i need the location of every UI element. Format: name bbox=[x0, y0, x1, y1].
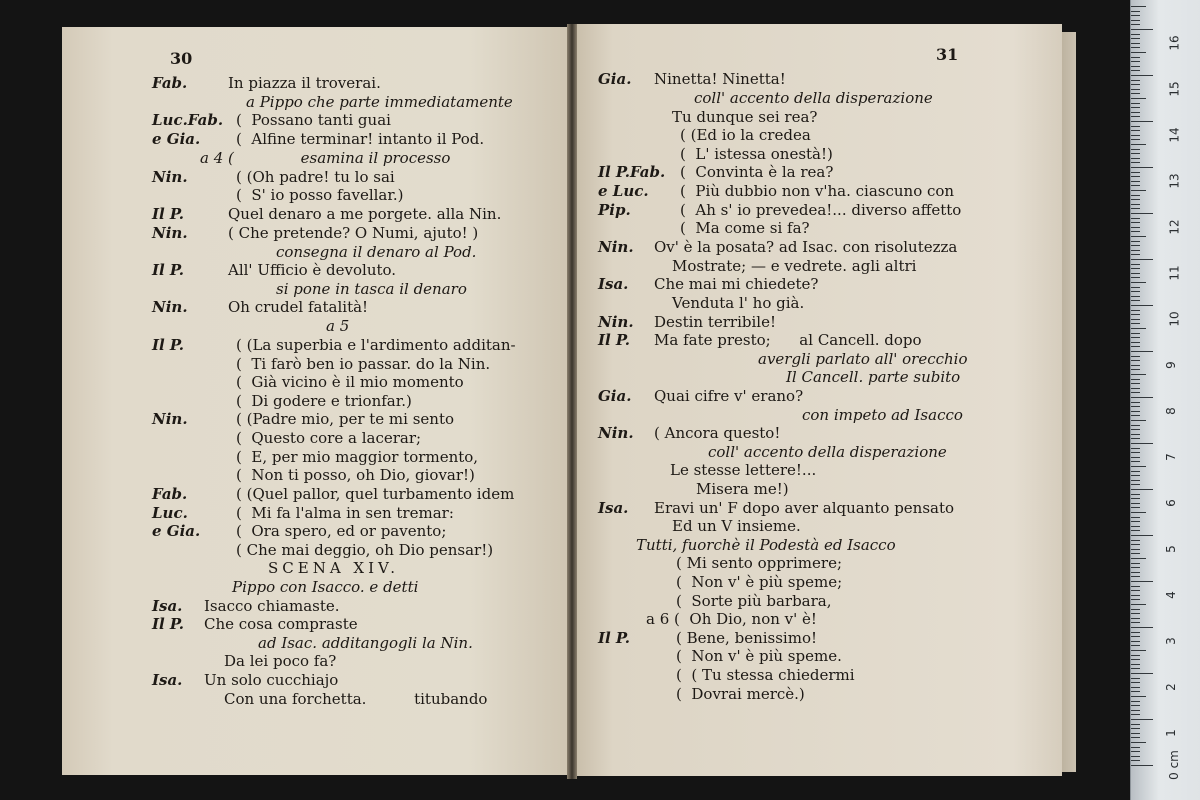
verse-line: ( Non v' è più speme. bbox=[676, 647, 842, 665]
ruler-tick bbox=[1131, 89, 1140, 90]
ruler-tick bbox=[1131, 162, 1140, 163]
ruler-tick bbox=[1131, 259, 1153, 260]
speaker-label: Gia. bbox=[598, 387, 632, 405]
ruler-tick bbox=[1131, 751, 1140, 752]
ruler-number: 3 bbox=[1163, 637, 1178, 645]
verse-line: Un solo cucchiajo bbox=[204, 671, 339, 689]
ruler-number: 14 bbox=[1167, 127, 1182, 143]
ruler-tick bbox=[1131, 379, 1140, 380]
speaker-label: Il P.Fab. bbox=[598, 163, 666, 181]
ruler-tick bbox=[1131, 222, 1140, 223]
ruler-tick bbox=[1131, 333, 1140, 334]
stage-direction: si pone in tasca il denaro bbox=[276, 280, 467, 298]
speaker-label: e Gia. bbox=[152, 130, 201, 148]
ruler-tick bbox=[1131, 411, 1140, 412]
ruler-tick bbox=[1131, 540, 1140, 541]
ruler-tick bbox=[1131, 287, 1140, 288]
ruler-tick bbox=[1131, 406, 1140, 407]
verse-line: ( Che mai deggio, oh Dio pensar!) bbox=[236, 541, 494, 559]
verse-line: Eravi un' F dopo aver alquanto pensato bbox=[654, 499, 955, 517]
ruler-tick bbox=[1131, 15, 1140, 16]
ruler-tick bbox=[1131, 747, 1140, 748]
speaker-label: Il P. bbox=[152, 261, 184, 279]
ruler-tick bbox=[1131, 489, 1153, 490]
page-edges bbox=[1062, 32, 1076, 772]
speaker-label: e Gia. bbox=[152, 522, 201, 540]
verse-line: ( Convinta è la rea? bbox=[680, 163, 834, 181]
verse-line: ( (Padre mio, per te mi sento bbox=[236, 410, 455, 428]
ruler-tick bbox=[1131, 268, 1140, 269]
ruler-tick bbox=[1131, 130, 1140, 131]
ruler-tick bbox=[1131, 149, 1140, 150]
speaker-label: Nin. bbox=[598, 424, 634, 442]
ruler-tick bbox=[1131, 29, 1153, 30]
right-page-number: 31 bbox=[936, 45, 959, 64]
ruler-tick bbox=[1131, 618, 1140, 619]
ruler-tick bbox=[1131, 365, 1140, 366]
ruler-tick bbox=[1131, 241, 1140, 242]
ruler-tick bbox=[1131, 553, 1140, 554]
ruler-tick bbox=[1131, 728, 1140, 729]
verse-line: Quel denaro a me porgete. alla Nin. bbox=[228, 205, 502, 223]
ruler-tick bbox=[1131, 586, 1140, 587]
speaker-label: Il P. bbox=[598, 331, 630, 349]
ruler-tick bbox=[1131, 383, 1140, 384]
ruler-tick bbox=[1131, 576, 1140, 577]
ruler-tick bbox=[1131, 264, 1140, 265]
ruler-tick bbox=[1131, 204, 1140, 205]
ruler-tick bbox=[1131, 112, 1140, 113]
ruler-tick bbox=[1131, 595, 1140, 596]
ruler-tick bbox=[1131, 636, 1140, 637]
ruler-tick bbox=[1131, 93, 1140, 94]
verse-line: ( Ah s' io prevedea!... diverso affetto bbox=[680, 201, 962, 219]
ruler-tick bbox=[1131, 388, 1140, 389]
speaker-label: Pip. bbox=[598, 201, 631, 219]
ruler-number: 1 bbox=[1163, 729, 1178, 737]
verse-line: In piazza il troverai. bbox=[228, 74, 381, 92]
verse-line: Ma fate presto; al Cancell. dopo bbox=[654, 331, 922, 349]
ruler-tick bbox=[1131, 710, 1140, 711]
ruler-tick bbox=[1131, 342, 1140, 343]
verse-line: ( Ancora questo! bbox=[654, 424, 781, 442]
ruler-tick bbox=[1131, 705, 1140, 706]
speaker-label: Nin. bbox=[152, 224, 188, 242]
ruler-tick bbox=[1131, 609, 1140, 610]
ruler-tick bbox=[1131, 360, 1140, 361]
verse-line: ( Di godere e trionfar.) bbox=[236, 392, 412, 410]
speaker-label: Fab. bbox=[152, 485, 188, 503]
ruler-tick bbox=[1131, 503, 1140, 504]
ruler-tick bbox=[1131, 181, 1140, 182]
stage-direction: consegna il denaro al Pod. bbox=[276, 243, 477, 261]
ruler-tick bbox=[1131, 457, 1140, 458]
ruler-tick bbox=[1131, 158, 1140, 159]
ruler-tick bbox=[1131, 351, 1153, 352]
speaker-label: Nin. bbox=[598, 313, 634, 331]
ruler-tick bbox=[1131, 116, 1140, 117]
verse-line: Da lei poco fa? bbox=[224, 652, 337, 670]
ruler-number: 15 bbox=[1167, 81, 1182, 97]
stage-direction: avergli parlato all' orecchio bbox=[758, 350, 968, 368]
ruler-tick bbox=[1131, 438, 1140, 439]
verse-line: ( E, per mio maggior tormento, bbox=[236, 448, 479, 466]
ruler-tick bbox=[1131, 599, 1140, 600]
verse-line: Quai cifre v' erano? bbox=[654, 387, 804, 405]
stage-direction: a 4 ( esamina il processo bbox=[200, 149, 451, 167]
verse-line: ( Questo core a lacerar; bbox=[236, 429, 422, 447]
verse-line: ( Che pretende? O Numi, ajuto! ) bbox=[228, 224, 479, 242]
ruler-tick bbox=[1131, 369, 1140, 370]
ruler-tick bbox=[1131, 415, 1140, 416]
ruler-tick bbox=[1131, 153, 1140, 154]
measuring-ruler bbox=[1130, 0, 1200, 800]
ruler-tick bbox=[1131, 572, 1140, 573]
ruler-tick bbox=[1131, 282, 1146, 283]
ruler-tick bbox=[1131, 277, 1140, 278]
verse-line: ( Ti farò ben io passar. do la Nin. bbox=[236, 355, 491, 373]
ruler-tick bbox=[1131, 273, 1140, 274]
ruler-number: 16 bbox=[1167, 35, 1182, 51]
ruler-tick bbox=[1131, 484, 1140, 485]
ruler-tick bbox=[1131, 231, 1140, 232]
scene-heading: SCENA XIV. bbox=[268, 559, 400, 577]
ruler-tick bbox=[1131, 724, 1140, 725]
ruler-tick bbox=[1131, 604, 1146, 605]
stage-direction: coll' accento della disperazione bbox=[694, 89, 933, 107]
verse-line: ( Non ti posso, oh Dio, giovar!) bbox=[236, 466, 475, 484]
ruler-tick bbox=[1131, 20, 1140, 21]
ruler-tick bbox=[1131, 296, 1140, 297]
ruler-number: 6 bbox=[1163, 499, 1178, 507]
verse-line: ( Mi fa l'alma in sen tremar: bbox=[236, 504, 454, 522]
ruler-tick bbox=[1131, 756, 1140, 757]
ruler-tick bbox=[1131, 641, 1140, 642]
verse-line: Misera me!) bbox=[696, 480, 789, 498]
ruler-tick bbox=[1131, 517, 1140, 518]
book-gutter bbox=[567, 24, 577, 779]
speaker-label: Fab. bbox=[152, 74, 188, 92]
ruler-number: 2 bbox=[1163, 683, 1178, 691]
ruler-number: 12 bbox=[1167, 219, 1182, 235]
ruler-tick bbox=[1131, 66, 1140, 67]
ruler-tick bbox=[1131, 84, 1140, 85]
ruler-tick bbox=[1131, 452, 1140, 453]
ruler-tick bbox=[1131, 402, 1140, 403]
ruler-tick bbox=[1131, 760, 1140, 761]
ruler-unit-label: 0 cm bbox=[1166, 750, 1181, 780]
verse-line: ( Bene, benissimo! bbox=[676, 629, 818, 647]
speaker-label: Il P. bbox=[152, 615, 184, 633]
verse-line: ( Non v' è più speme; bbox=[676, 573, 843, 591]
ruler-number: 8 bbox=[1163, 407, 1178, 415]
ruler-tick bbox=[1131, 425, 1140, 426]
ruler-tick bbox=[1131, 613, 1140, 614]
verse-line: All' Ufficio è devoluto. bbox=[228, 261, 397, 279]
ruler-tick bbox=[1131, 213, 1153, 214]
ruler-tick bbox=[1131, 24, 1140, 25]
ruler-tick bbox=[1131, 374, 1146, 375]
ruler-tick bbox=[1131, 328, 1146, 329]
ruler-tick bbox=[1131, 167, 1153, 168]
ruler-tick bbox=[1131, 135, 1140, 136]
ruler-tick bbox=[1131, 434, 1140, 435]
verse-line: ( (Quel pallor, quel turbamento idem bbox=[236, 485, 515, 503]
ruler-tick bbox=[1131, 549, 1140, 550]
ruler-tick bbox=[1131, 11, 1140, 12]
verse-line: ( Mi sento opprimere; bbox=[676, 554, 843, 572]
ruler-tick bbox=[1131, 742, 1146, 743]
ruler-tick bbox=[1131, 346, 1140, 347]
ruler-tick bbox=[1131, 185, 1140, 186]
ruler-tick bbox=[1131, 420, 1146, 421]
ruler-tick bbox=[1131, 622, 1140, 623]
ruler-tick bbox=[1131, 47, 1140, 48]
verse-line: ( Ma come si fa? bbox=[680, 219, 810, 237]
ruler-tick bbox=[1131, 544, 1140, 545]
verse-line: Isacco chiamaste. bbox=[204, 597, 340, 615]
ruler-tick bbox=[1131, 300, 1140, 301]
ruler-tick bbox=[1131, 475, 1140, 476]
ruler-tick bbox=[1131, 682, 1140, 683]
verse-line: ( (La superbia e l'ardimento additan- bbox=[236, 336, 516, 354]
ruler-tick bbox=[1131, 443, 1153, 444]
ruler-tick bbox=[1131, 70, 1140, 71]
verse-line: ( ( Tu stessa chiedermi bbox=[676, 666, 855, 684]
stage-direction: coll' accento della disperazione bbox=[708, 443, 947, 461]
ruler-tick bbox=[1131, 668, 1140, 669]
verse-line: a 6 ( Oh Dio, non v' è! bbox=[646, 610, 817, 628]
ruler-tick bbox=[1131, 563, 1140, 564]
ruler-tick bbox=[1131, 323, 1140, 324]
ruler-number: 5 bbox=[1163, 545, 1178, 553]
ruler-tick bbox=[1131, 448, 1140, 449]
speaker-label: Isa. bbox=[598, 275, 629, 293]
ruler-tick bbox=[1131, 627, 1153, 628]
ruler-tick bbox=[1131, 429, 1140, 430]
ruler-tick bbox=[1131, 314, 1140, 315]
ruler-tick bbox=[1131, 535, 1153, 536]
ruler-tick bbox=[1131, 655, 1140, 656]
verse-line: Ov' è la posata? ad Isac. con risolutezza bbox=[654, 238, 958, 256]
ruler-tick bbox=[1131, 521, 1140, 522]
verse-line: Mostrate; — e vedrete. agli altri bbox=[672, 257, 917, 275]
ruler-tick bbox=[1131, 494, 1140, 495]
speaker-label: e Luc. bbox=[598, 182, 649, 200]
stage-direction: a 5 bbox=[326, 317, 350, 335]
stage-direction: a Pippo che parte immediatamente bbox=[246, 93, 513, 111]
ruler-tick bbox=[1131, 567, 1140, 568]
verse-line: ( Sorte più barbara, bbox=[676, 592, 832, 610]
ruler-tick bbox=[1131, 34, 1140, 35]
stage-direction: Il Cancell. parte subito bbox=[786, 368, 961, 386]
ruler-tick bbox=[1131, 733, 1140, 734]
verse-line: ( (Oh padre! tu lo sai bbox=[236, 168, 395, 186]
ruler-tick bbox=[1131, 254, 1140, 255]
verse-line: Ninetta! Ninetta! bbox=[654, 70, 786, 88]
stage-direction: Pippo con Isacco. e detti bbox=[232, 578, 419, 596]
ruler-tick bbox=[1131, 176, 1140, 177]
ruler-tick bbox=[1131, 480, 1140, 481]
ruler-number: 13 bbox=[1167, 173, 1182, 189]
stage-direction: con impeto ad Isacco bbox=[802, 406, 963, 424]
ruler-tick bbox=[1131, 650, 1146, 651]
ruler-tick bbox=[1131, 52, 1146, 53]
ruler-tick bbox=[1131, 199, 1140, 200]
ruler-number: 11 bbox=[1167, 265, 1182, 281]
ruler-tick bbox=[1131, 530, 1140, 531]
stage-direction: ad Isac. additangogli la Nin. bbox=[258, 634, 473, 652]
ruler-tick bbox=[1131, 121, 1153, 122]
ruler-tick bbox=[1131, 392, 1140, 393]
ruler-number: 4 bbox=[1163, 591, 1178, 599]
speaker-label: Luc. bbox=[152, 504, 188, 522]
ruler-tick bbox=[1131, 250, 1140, 251]
verse-line: ( Ora spero, ed or pavento; bbox=[236, 522, 447, 540]
ruler-tick bbox=[1131, 590, 1140, 591]
verse-line: ( Più dubbio non v'ha. ciascuno con bbox=[680, 182, 955, 200]
ruler-tick bbox=[1131, 673, 1153, 674]
verse-line: Le stesse lettere!... bbox=[670, 461, 817, 479]
speaker-label: Nin. bbox=[152, 410, 188, 428]
ruler-tick bbox=[1131, 291, 1140, 292]
ruler-tick bbox=[1131, 319, 1140, 320]
ruler-number: 7 bbox=[1163, 453, 1178, 461]
ruler-tick bbox=[1131, 461, 1140, 462]
verse-line: Tu dunque sei rea? bbox=[672, 108, 818, 126]
ruler-tick bbox=[1131, 645, 1140, 646]
ruler-tick bbox=[1131, 75, 1153, 76]
ruler-tick bbox=[1131, 471, 1140, 472]
verse-line: ( Già vicino è il mio momento bbox=[236, 373, 464, 391]
ruler-tick bbox=[1131, 719, 1153, 720]
ruler-number: 10 bbox=[1167, 311, 1182, 327]
speaker-label: Il P. bbox=[152, 336, 184, 354]
verse-line: ( Possano tanti guai bbox=[236, 111, 391, 129]
ruler-tick bbox=[1131, 208, 1140, 209]
ruler-tick bbox=[1131, 38, 1140, 39]
ruler-tick bbox=[1131, 581, 1153, 582]
speaker-label: Nin. bbox=[152, 298, 188, 316]
verse-line: Venduta l' ho già. bbox=[672, 294, 805, 312]
speaker-label: Nin. bbox=[152, 168, 188, 186]
ruler-tick bbox=[1131, 765, 1153, 766]
ruler-tick bbox=[1131, 126, 1140, 127]
ruler-tick bbox=[1131, 227, 1140, 228]
speaker-label: Isa. bbox=[598, 499, 629, 517]
ruler-tick bbox=[1131, 57, 1140, 58]
ruler-tick bbox=[1131, 218, 1140, 219]
ruler-tick bbox=[1131, 678, 1140, 679]
ruler-tick bbox=[1131, 107, 1140, 108]
ruler-tick bbox=[1131, 80, 1140, 81]
speaker-label: Luc.Fab. bbox=[152, 111, 224, 129]
ruler-tick bbox=[1131, 172, 1140, 173]
ruler-tick bbox=[1131, 236, 1146, 237]
verse-line: ( Dovrai mercè.) bbox=[676, 685, 805, 703]
ruler-tick bbox=[1131, 498, 1140, 499]
ruler-tick bbox=[1131, 696, 1146, 697]
verse-line: Con una forchetta. titubando bbox=[224, 690, 488, 708]
ruler-tick bbox=[1131, 195, 1140, 196]
speaker-label: Nin. bbox=[598, 238, 634, 256]
ruler-tick bbox=[1131, 310, 1140, 311]
ruler-tick bbox=[1131, 356, 1140, 357]
ruler-tick bbox=[1131, 659, 1140, 660]
verse-line: Che mai mi chiedete? bbox=[654, 275, 819, 293]
ruler-tick bbox=[1131, 139, 1140, 140]
ruler-tick bbox=[1131, 397, 1153, 398]
ruler-tick bbox=[1131, 43, 1140, 44]
ruler-tick bbox=[1131, 664, 1140, 665]
ruler-tick bbox=[1131, 245, 1140, 246]
ruler-tick bbox=[1131, 737, 1140, 738]
verse-line: Destin terribile! bbox=[654, 313, 776, 331]
ruler-tick bbox=[1131, 632, 1140, 633]
speaker-label: Isa. bbox=[152, 597, 183, 615]
ruler-tick bbox=[1131, 701, 1140, 702]
ruler-tick bbox=[1131, 103, 1140, 104]
ruler-tick bbox=[1131, 526, 1140, 527]
ruler-tick bbox=[1131, 507, 1140, 508]
speaker-label: Isa. bbox=[152, 671, 183, 689]
ruler-tick bbox=[1131, 337, 1140, 338]
ruler-number: 9 bbox=[1163, 361, 1178, 369]
verse-line: Ed un V insieme. bbox=[672, 517, 801, 535]
speaker-label: Il P. bbox=[598, 629, 630, 647]
ruler-tick bbox=[1131, 190, 1146, 191]
left-page-number: 30 bbox=[170, 49, 193, 68]
ruler-tick bbox=[1131, 687, 1140, 688]
ruler-tick bbox=[1131, 98, 1146, 99]
verse-line: Che cosa compraste bbox=[204, 615, 358, 633]
ruler-tick bbox=[1131, 512, 1146, 513]
ruler-tick bbox=[1131, 61, 1140, 62]
ruler-tick bbox=[1131, 691, 1140, 692]
ruler-tick bbox=[1131, 305, 1153, 306]
ruler-tick bbox=[1131, 466, 1146, 467]
ruler-tick bbox=[1131, 6, 1146, 7]
stage-direction: Tutti, fuorchè il Podestà ed Isacco bbox=[636, 536, 896, 554]
verse-line: ( (Ed io la credea bbox=[680, 126, 811, 144]
verse-line: Oh crudel fatalità! bbox=[228, 298, 369, 316]
verse-line: ( Alfine terminar! intanto il Pod. bbox=[236, 130, 485, 148]
speaker-label: Gia. bbox=[598, 70, 632, 88]
ruler-tick bbox=[1131, 714, 1140, 715]
ruler-tick bbox=[1131, 558, 1146, 559]
speaker-label: Il P. bbox=[152, 205, 184, 223]
verse-line: ( L' istessa onestà!) bbox=[680, 145, 833, 163]
ruler-tick bbox=[1131, 144, 1146, 145]
verse-line: ( S' io posso favellar.) bbox=[236, 186, 404, 204]
